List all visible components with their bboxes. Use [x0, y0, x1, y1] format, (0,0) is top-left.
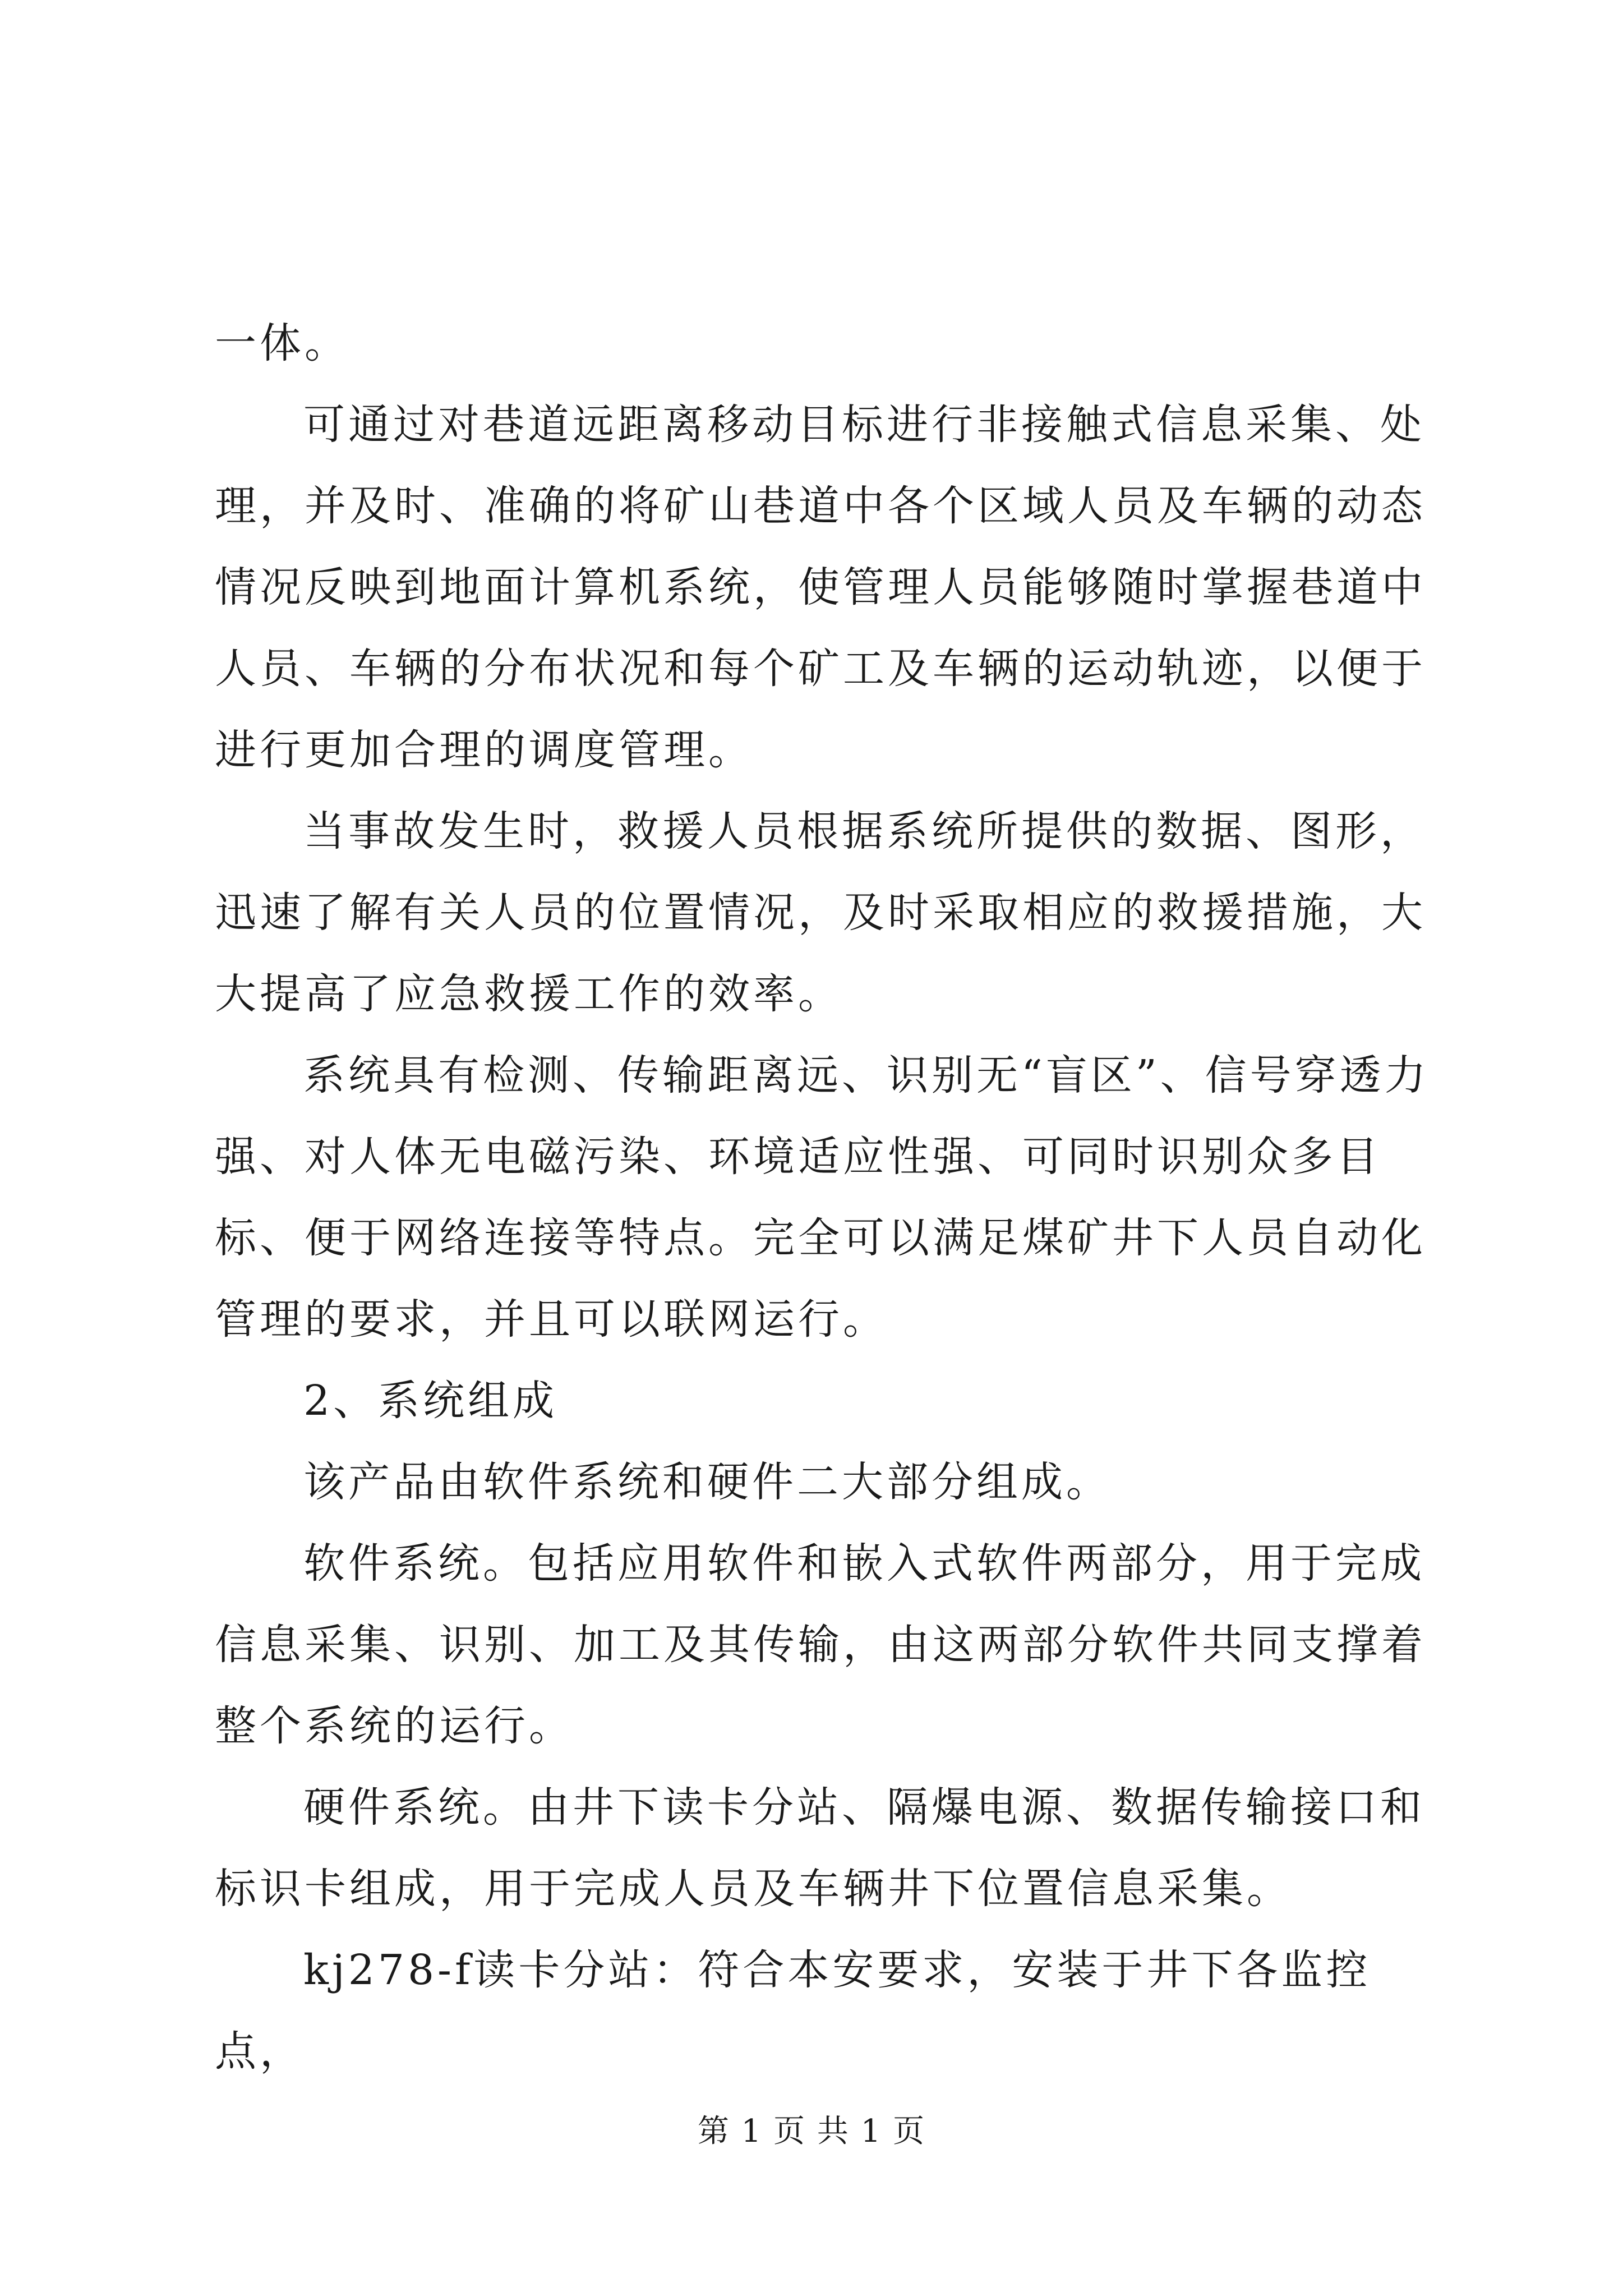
section-heading: 2、系统组成: [303, 1377, 558, 1425]
page-footer: 第 1 页 共 1 页: [697, 2113, 926, 2150]
paragraph-8: kj278-f读卡分站：符合本安要求，安装于井下各监控点，: [215, 1946, 1371, 2076]
paragraph-4: 系统具有检测、传输距离远、识别无“盲区”、信号穿透力强、对人体无电磁污染、环境适应性强、可同时识别众多目标、便于网络连接等特点。完全可以满足煤矿井下人员自动化管理的要求，并且可以联网运行。: [215, 1051, 1430, 1343]
paragraph-2: 可通过对巷道远距离移动目标进行非接触式信息采集、处理，并及时、准确的将矿山巷道中各个区域人员及车辆的动态情况反映到地面计算机系统，使管理人员能够随时掌握巷道中人员、车辆的分布状况和每个矿工及车辆的运动轨迹，以便于进行更加合理的调度管理。: [215, 401, 1426, 774]
paragraph-7: 硬件系统。由井下读卡分站、隔爆电源、数据传输接口和标识卡组成，用于完成人员及车辆井下位置信息采集。: [215, 1783, 1425, 1913]
paragraph-3: 当事故发生时，救援人员根据系统所提供的数据、图形，迅速了解有关人员的位置情况，及时采取相应的救援措施，大大提高了应急救援工作的效率。: [215, 807, 1426, 1018]
paragraph-6: 软件系统。包括应用软件和嵌入式软件两部分，用于完成信息采集、识别、加工及其传输，由这两部分软件共同支撑着整个系统的运行。: [215, 1539, 1426, 1750]
document-body: [215, 303, 1451, 2092]
paragraph-1: 一体。: [215, 319, 349, 367]
paragraph-5: 该产品由软件系统和硬件二大部分组成。: [303, 1458, 1111, 1506]
